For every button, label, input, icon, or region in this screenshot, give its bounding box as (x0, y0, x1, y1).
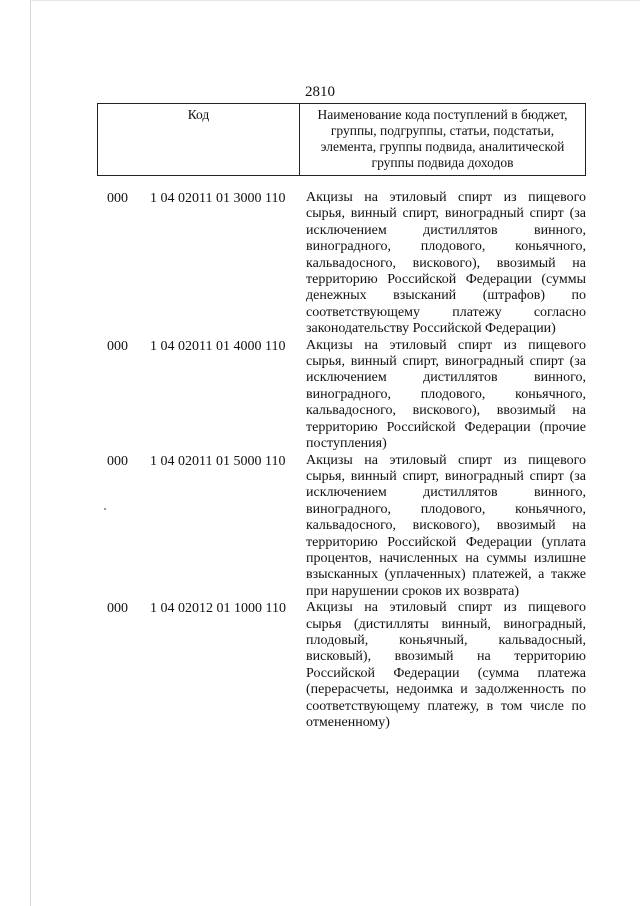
revenue-name (306, 453, 586, 601)
revenue-name-line: виноградного, плодового, коньячного, (306, 501, 586, 517)
revenue-name-line: сырья, винный спирт, виноградный спирт (за (306, 468, 586, 484)
header-table (97, 103, 586, 176)
revenue-name-line: Акцизы на этиловый спирт из пищевого (306, 600, 586, 616)
revenue-name-line: виноградного, плодового, коньячного, (306, 386, 586, 402)
revenue-name-line: кальвадосного, вискового), ввозимый на (306, 403, 586, 419)
revenue-name-line: исключением дистиллятов винного, (306, 485, 586, 501)
revenue-name-line: Российской Федерации (сумма платежа (306, 665, 586, 681)
revenue-name (306, 600, 586, 731)
revenue-name-line: территорию Российской Федерации (прочие (306, 419, 586, 435)
header-name-label: Наименование кода поступлений в бюджет, группы, подгруппы, статьи, подстатьи, элемента, группы подвида, аналитической группы подвида доходов (317, 107, 568, 170)
revenue-name-line: сырья, винный спирт, виноградный спирт (за (306, 354, 586, 370)
revenue-name-line: поступления) (306, 436, 387, 452)
revenue-name-line: законодательству Российской Федерации) (306, 321, 556, 337)
revenue-name-line: висковый), ввозимый на территорию (306, 649, 586, 665)
revenue-name-line: исключением дистиллятов винного, (306, 222, 586, 238)
revenue-code: 1 04 02011 01 3000 110 (150, 191, 286, 206)
revenue-name-line: кальвадосного, вискового), ввозимый на (306, 518, 586, 534)
admin-code: 000 (107, 191, 128, 206)
revenue-name-line: процентов, начисленных на суммы излишне (306, 550, 586, 566)
revenue-code: 1 04 02011 01 4000 110 (150, 338, 286, 354)
revenue-name-line: соответствующему платежу, в том числе по (306, 698, 586, 714)
revenue-name-line: отмененному) (306, 715, 390, 730)
revenue-name-line: сырья, винный спирт, виноградный спирт (за (306, 206, 586, 222)
revenue-name-line: при нарушении сроков их возврата) (306, 583, 520, 599)
code-row (0, 600, 640, 731)
header-code-label: Код (98, 104, 300, 175)
revenue-name-line: взысканных (уплаченных) платежей, а также (306, 567, 586, 583)
revenue-name-line: соответствующему платежу согласно (306, 304, 586, 320)
revenue-name-line: плодовый, коньячный, кальвадосный, (306, 632, 586, 648)
revenue-name-line: исключением дистиллятов винного, (306, 370, 586, 386)
code-row (0, 453, 640, 601)
revenue-name-line: (перерасчеты, недоимка и задолженность по (306, 682, 586, 698)
revenue-name (306, 190, 586, 338)
revenue-code-list (0, 190, 640, 731)
revenue-code: 1 04 02012 01 1000 110 (150, 601, 286, 617)
revenue-name-line: виноградного, плодового, коньячного, (306, 239, 586, 255)
revenue-name-line: сырья (дистилляты винный, виноградный, (306, 616, 586, 632)
code-row (0, 190, 640, 338)
revenue-name-line: территорию Российской Федерации (уплата (306, 534, 586, 550)
revenue-name-line: Акцизы на этиловый спирт из пищевого (306, 337, 586, 353)
revenue-name (306, 338, 586, 453)
admin-code: 000 (107, 453, 128, 469)
revenue-name-line: Акцизы на этиловый спирт из пищевого (306, 190, 586, 205)
revenue-name-line: денежных взысканий (штрафов) по (306, 288, 586, 304)
revenue-name-line: Акцизы на этиловый спирт из пищевого (306, 452, 586, 468)
page-number: 2810 (305, 84, 335, 100)
revenue-name-line: кальвадосного, вискового), ввозимый на (306, 255, 586, 271)
revenue-code: 1 04 02011 01 5000 110 (150, 453, 286, 469)
admin-code: 000 (107, 601, 128, 617)
code-row (0, 338, 640, 453)
admin-code: 000 (107, 338, 128, 354)
revenue-name-line: территорию Российской Федерации (суммы (306, 272, 586, 288)
